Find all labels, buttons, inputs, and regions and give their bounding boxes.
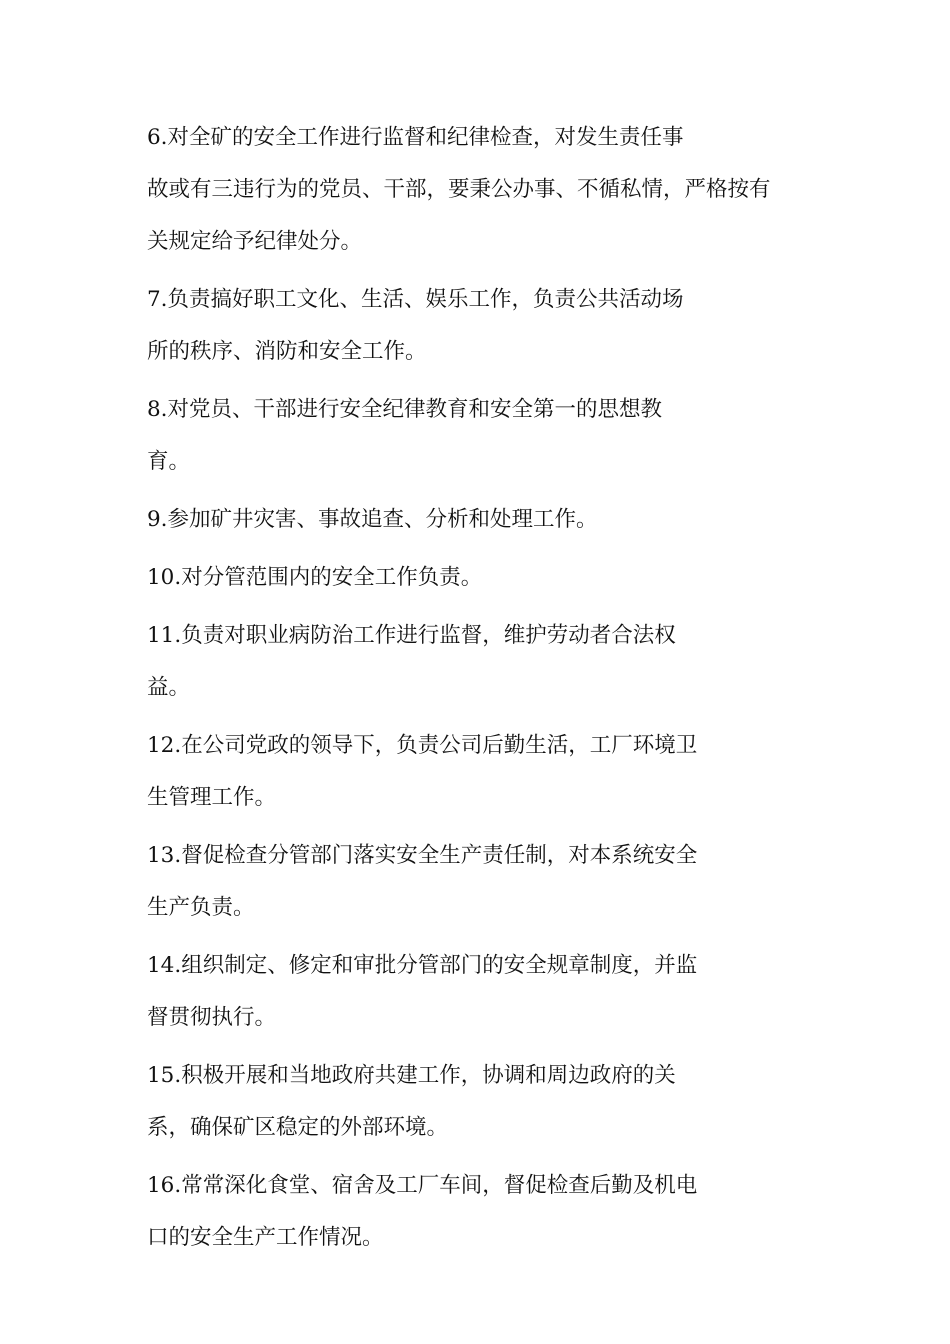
document-body bbox=[147, 112, 807, 1270]
paragraph-item-15 bbox=[147, 1050, 807, 1154]
paragraph-item-7 bbox=[147, 274, 807, 378]
paragraph-item-14 bbox=[147, 940, 807, 1044]
paragraph-item-8 bbox=[147, 384, 807, 488]
paragraph-line: 9.参加矿井灾害、事故追查、分析和处理工作。 bbox=[147, 507, 598, 532]
paragraph-item-13 bbox=[147, 830, 807, 934]
paragraph-line: 育。 bbox=[147, 449, 191, 474]
paragraph-line: 8.对党员、干部进行安全纪律教育和安全第一的思想教 bbox=[147, 397, 663, 422]
paragraph-line: 13.督促检查分管部门落实安全生产责任制，对本系统安全 bbox=[147, 843, 698, 868]
paragraph-line: 生管理工作。 bbox=[147, 785, 277, 810]
paragraph-line: 6.对全矿的安全工作进行监督和纪律检查，对发生责任事 bbox=[147, 125, 684, 150]
paragraph-item-9 bbox=[147, 494, 807, 546]
paragraph-line: 15.积极开展和当地政府共建工作，协调和周边政府的关 bbox=[147, 1063, 676, 1088]
paragraph-line: 16.常常深化食堂、宿舍及工厂车间，督促检查后勤及机电 bbox=[147, 1173, 698, 1198]
paragraph-line: 12.在公司党政的领导下，负责公司后勤生活，工厂环境卫 bbox=[147, 733, 698, 758]
paragraph-item-10 bbox=[147, 552, 807, 604]
paragraph-line: 14.组织制定、修定和审批分管部门的安全规章制度，并监 bbox=[147, 953, 698, 978]
paragraph-line: 故或有三违行为的党员、干部，要秉公办事、不循私情，严格按有 bbox=[147, 177, 771, 202]
paragraph-line: 11.负责对职业病防治工作进行监督，维护劳动者合法权 bbox=[147, 623, 676, 648]
paragraph-line: 口的安全生产工作情况。 bbox=[147, 1225, 384, 1250]
paragraph-line: 10.对分管范围内的安全工作负责。 bbox=[147, 565, 483, 590]
paragraph-line: 7.负责搞好职工文化、生活、娱乐工作，负责公共活动场 bbox=[147, 287, 684, 312]
paragraph-item-12 bbox=[147, 720, 807, 824]
paragraph-line: 关规定给予纪律处分。 bbox=[147, 229, 363, 254]
paragraph-item-6 bbox=[147, 112, 807, 268]
paragraph-line: 益。 bbox=[147, 675, 191, 700]
paragraph-item-11 bbox=[147, 610, 807, 714]
paragraph-line: 督贯彻执行。 bbox=[147, 1005, 277, 1030]
paragraph-item-16 bbox=[147, 1160, 807, 1264]
paragraph-line: 生产负责。 bbox=[147, 895, 255, 920]
paragraph-line: 系，确保矿区稳定的外部环境。 bbox=[147, 1115, 449, 1140]
paragraph-line: 所的秩序、消防和安全工作。 bbox=[147, 339, 427, 364]
